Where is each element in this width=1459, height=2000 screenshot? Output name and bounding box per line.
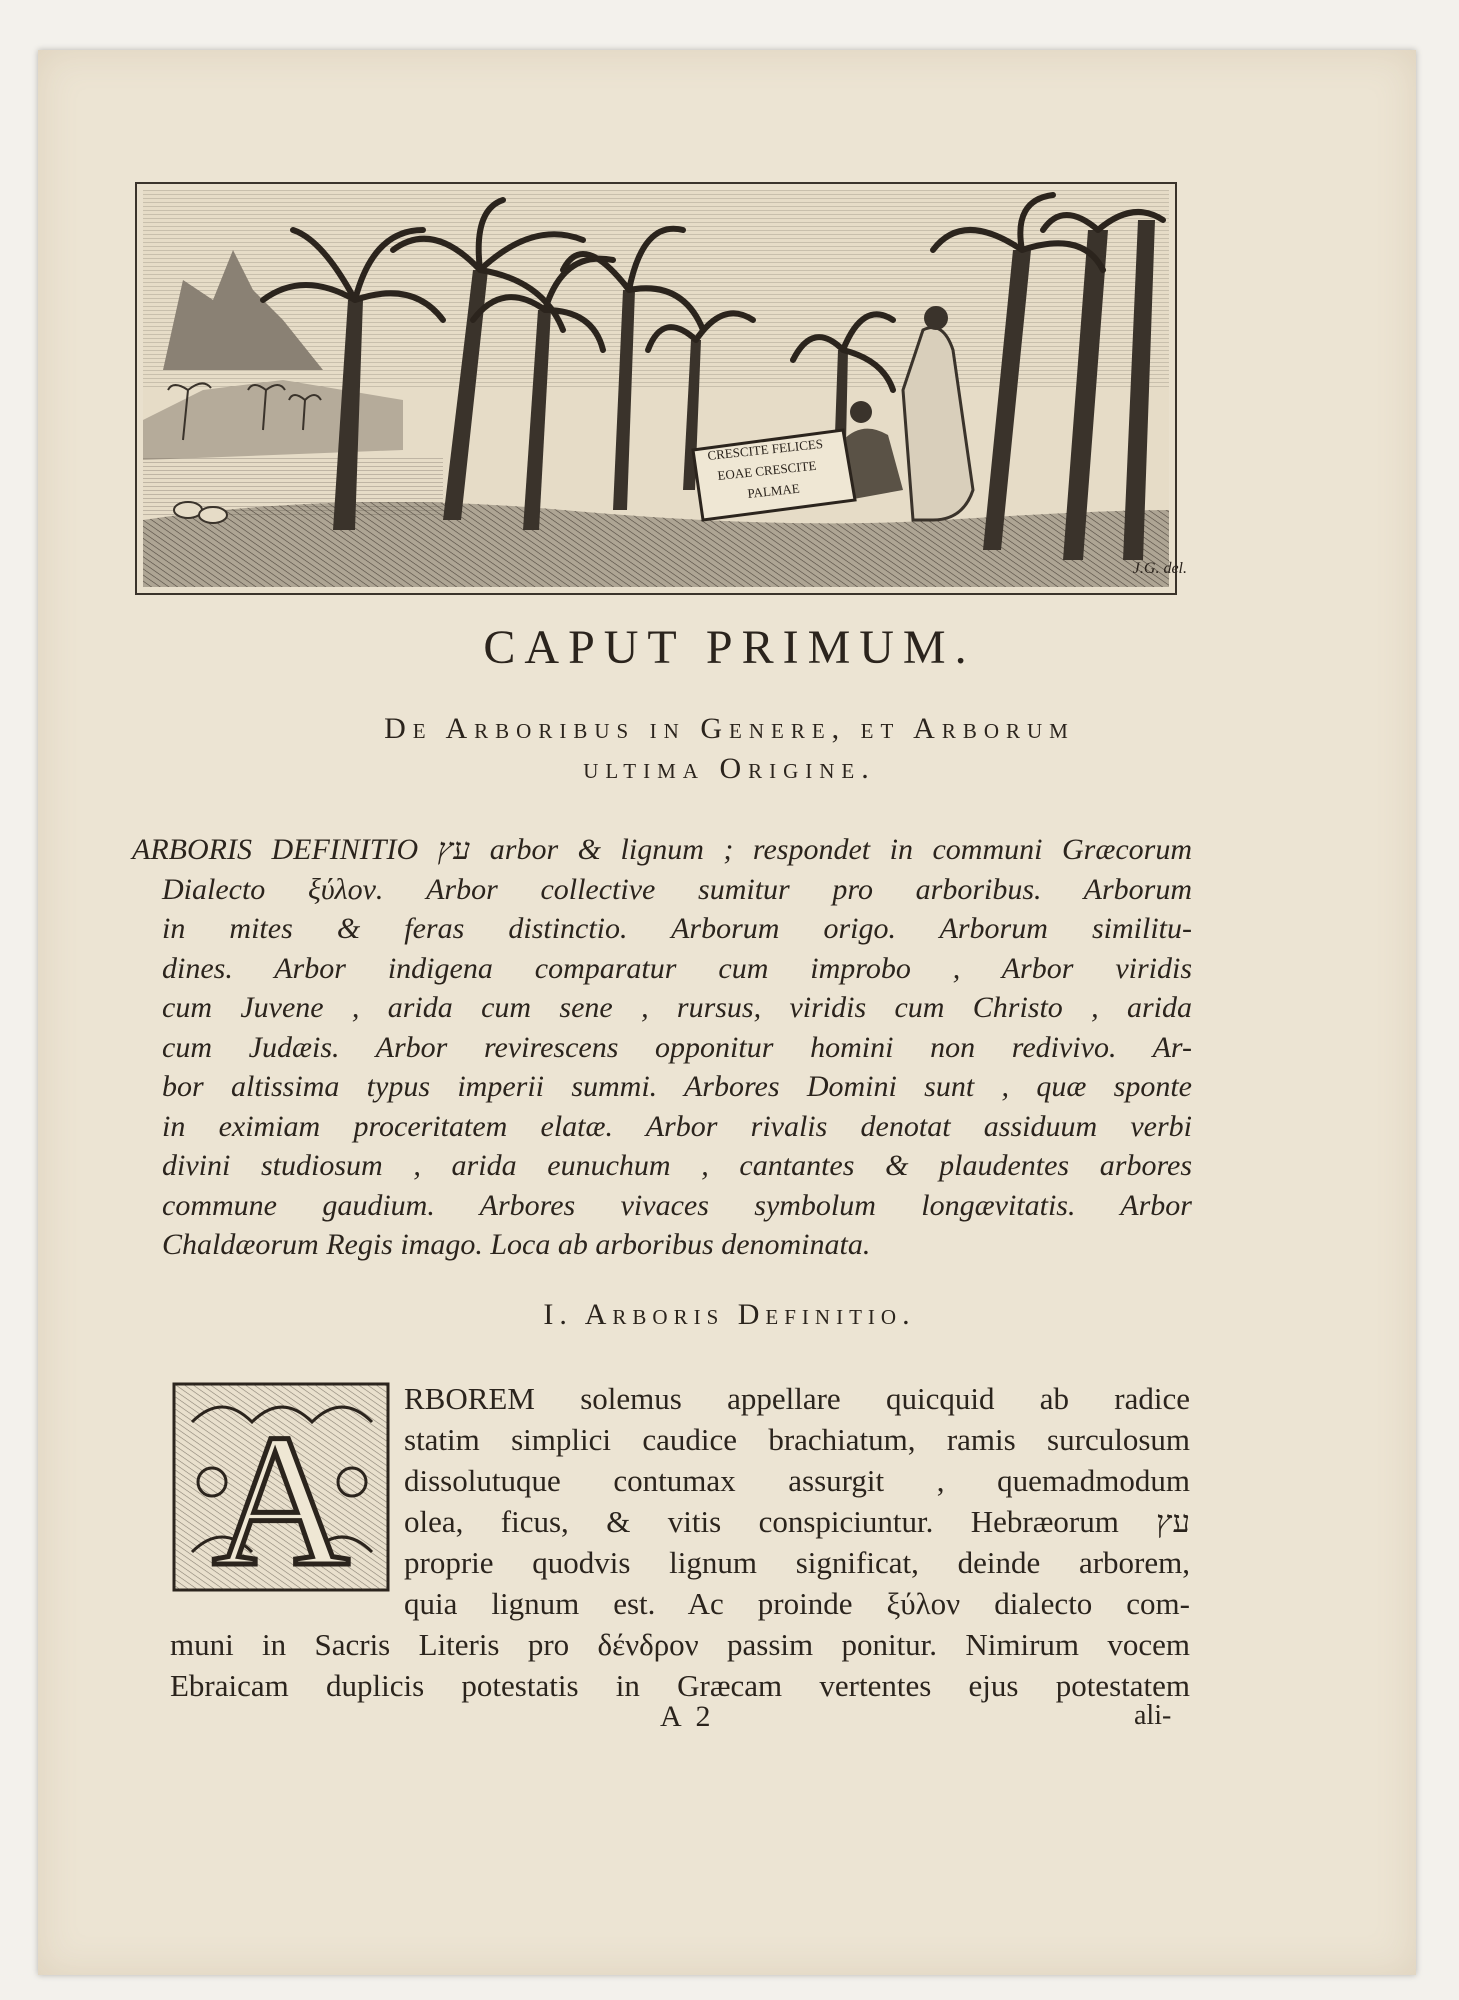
catchword: ali- — [1134, 1700, 1172, 1731]
inscription-line-1: CRESCITE FELICES — [706, 435, 824, 463]
summary-line: ARBORIS DEFINITIO עץ arbor & lignum ; respondet in communi Græcorum — [132, 833, 1192, 866]
summary-line: in eximiam proceritatem elatæ. Arbor rivalis denotat assiduum verbi — [162, 1109, 1192, 1143]
body-line: proprie quodvis lignum significat, deinde arborem, — [404, 1545, 1190, 1580]
chapter-subtitle-line-1: De Arboribus in Genere, et Arborum — [384, 712, 1075, 745]
section-heading: I. Arboris Definitio. — [543, 1298, 916, 1331]
body-line: Ebraicam duplicis potestatis in Græcam vertentes ejus potestatem — [170, 1668, 1190, 1703]
inscription-line-3: PALMAE — [746, 480, 801, 501]
initial-letter: A — [212, 1396, 350, 1592]
body-line: muni in Sacris Literis pro δένδρον passim ponitur. Nimirum vocem — [170, 1627, 1190, 1662]
summary-line: Chaldæorum Regis imago. Loca ab arboribus denominata. — [162, 1228, 871, 1261]
body-line: RBOREM solemus appellare quicquid ab radice — [404, 1381, 1190, 1416]
body-line: dissolutuque contumax assurgit , quemadmodum — [404, 1463, 1190, 1498]
chapter-subtitle-line-2: ultima Origine. — [583, 752, 876, 785]
summary-line: divini studiosum , arida eunuchum , cantantes & plaudentes arbores — [162, 1149, 1192, 1182]
summary-line: commune gaudium. Arbores vivaces symbolum longævitatis. Arbor — [162, 1188, 1192, 1222]
chapter-summary — [132, 830, 1192, 1265]
summary-line: cum Juvene , arida cum sene , rursus, viridis cum Christo , arida — [162, 991, 1192, 1024]
engraved-headpiece-illustration — [135, 182, 1177, 595]
palm-landscape-engraving — [143, 190, 1169, 587]
body-line: olea, ficus, & vitis conspiciuntur. Hebræorum עץ — [404, 1504, 1190, 1539]
summary-line: in mites & feras distinctio. Arborum origo. Arborum similitu- — [162, 912, 1192, 945]
body-line: statim simplici caudice brachiatum, ramis surculosum — [404, 1422, 1190, 1457]
chapter-title: CAPUT PRIMUM. — [483, 621, 976, 674]
summary-line: bor altissima typus imperii summi. Arbores Domini sunt , quæ sponte — [162, 1070, 1192, 1103]
engraver-credit: J.G. del. — [1132, 560, 1187, 577]
signature-mark: A 2 — [660, 1700, 715, 1733]
summary-line: Dialecto ξύλον. Arbor collective sumitur pro arboribus. Arborum — [162, 872, 1192, 906]
body-text — [170, 1378, 1190, 1706]
summary-line: dines. Arbor indigena comparatur cum improbo , Arbor viridis — [162, 951, 1192, 985]
body-line: quia lignum est. Ac proinde ξύλον dialecto com- — [404, 1586, 1190, 1621]
summary-line: cum Judæis. Arbor revirescens opponitur homini non redivivo. Ar- — [162, 1030, 1192, 1064]
inscription-line-2: EOAE CRESCITE — [716, 457, 818, 483]
